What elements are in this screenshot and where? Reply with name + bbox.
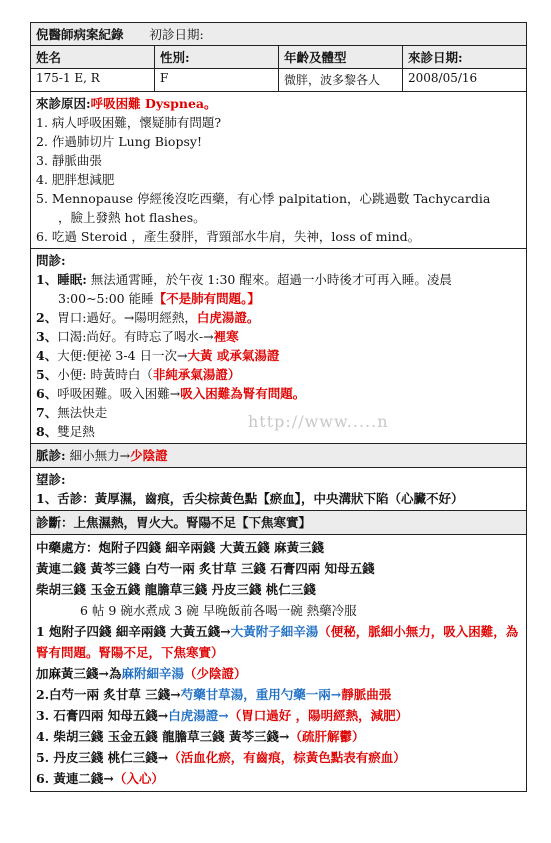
pulse-row: [31, 444, 527, 468]
item-number: 2、: [36, 310, 58, 325]
item-number: 5、: [36, 367, 58, 382]
complaint-item: 4. 肥胖想減肥: [36, 172, 115, 187]
explain-note: （疏肝解鬱）: [289, 729, 365, 744]
patient-header-row: [31, 46, 527, 69]
explain-formula: 大黃附子細辛湯: [230, 624, 319, 639]
col-gender: 性別:: [155, 46, 279, 69]
item-text: 無法快走: [57, 405, 108, 420]
header-row: [31, 23, 527, 46]
inquiry-item-breathing: [36, 384, 521, 403]
item-number: 7、: [36, 405, 58, 420]
item-text: 大便:便祕 3-4 日一次→: [57, 348, 188, 363]
watermark: http://www.....n: [248, 412, 389, 431]
inquiry-label: 問診:: [36, 253, 66, 268]
inspection-cell: [31, 468, 527, 511]
inquiry-item-thirst: [36, 327, 521, 346]
item-red-note: 裡寒: [213, 329, 239, 344]
chief-complaint-cell: [31, 92, 527, 249]
complaint-item: 1. 病人呼吸困難，懷疑肺有問題?: [36, 115, 222, 130]
pulse-red-note: 少陰證: [130, 448, 168, 463]
chief-complaint-row: [31, 92, 527, 249]
item-text: 雙足熱: [57, 424, 95, 439]
item-number: 8、: [36, 424, 58, 439]
prescription-line: 中藥處方：炮附子四錢 細辛兩錢 大黃五錢 麻黃三錢: [36, 540, 325, 555]
inquiry-item-stool: [36, 346, 521, 365]
pulse-text: 細小無力→: [65, 448, 131, 463]
item-text: 口渴:尚好。有時忘了喝水-→: [57, 329, 214, 344]
explain-item: [36, 705, 521, 726]
explain-note: 靜脈曲張: [341, 687, 392, 702]
patient-value-row: [31, 69, 527, 92]
item-title: 睡眠:: [57, 272, 87, 287]
explain-herbs: 3. 石膏四兩 知母五錢→: [36, 708, 169, 723]
explain-item: [36, 621, 521, 663]
complaint-item: 5. Mennopause 停經後沒吃西藥，有心悸 palpitation，心跳過數 Tachycardia: [36, 191, 491, 206]
explain-herbs: 1 炮附子四錢 細辛兩錢 大黃五錢→: [36, 624, 231, 639]
medical-record-sheet: [30, 22, 526, 792]
explain-note: （入心）: [113, 771, 164, 786]
explain-item: [36, 747, 521, 768]
inquiry-item-sleep-cont: [36, 289, 521, 308]
explain-note: （少陰證）: [184, 666, 247, 681]
chief-complaint-highlight: 呼吸困難 Dyspnea。: [90, 96, 217, 111]
item-text: 3:00~5:00 能睡: [58, 291, 154, 306]
inspection-row: [31, 468, 527, 511]
record-title: 倪醫師病案紀錄: [36, 27, 124, 42]
patient-gender: F: [155, 69, 279, 92]
prescription-cell: [31, 535, 527, 792]
explain-herbs: 5. 丹皮三錢 桃仁三錢→: [36, 750, 169, 765]
complaint-item: 2. 作過肺切片 Lung Biopsy!: [36, 134, 202, 149]
header-cell: [31, 23, 527, 46]
prescription-line: 柴胡三錢 玉金五錢 龍膽草三錢 丹皮三錢 桃仁三錢: [36, 582, 316, 597]
explain-note: （活血化瘀，有齒痕，棕黃色點表有瘀血）: [168, 750, 406, 765]
col-date: 來診日期:: [403, 46, 527, 69]
col-age: 年齡及體型: [279, 46, 403, 69]
explain-item: [36, 726, 521, 747]
item-text: 無法通霄睡，於午夜 1:30 醒來。超過一小時後才可再入睡。凌晨: [86, 272, 452, 287]
prescription-dose: 6 帖 9 碗水煮成 3 碗 早晚飯前各喝一碗 熱藥冷服: [80, 603, 357, 618]
first-visit-label: 初診日期:: [149, 27, 204, 42]
prescription-line: 黃連二錢 黃芩三錢 白芍一兩 炙甘草 三錢 石膏四兩 知母五錢: [36, 561, 375, 576]
explain-item: [36, 768, 521, 789]
prescription-row: [31, 535, 527, 792]
explain-formula: 麻附細辛湯: [121, 666, 184, 681]
item-red-note: 吸入困難為腎有問題。: [180, 386, 306, 401]
item-red-note: 【不是肺有問題。】: [153, 291, 260, 306]
explain-item: [36, 684, 521, 705]
pulse-cell: [31, 444, 527, 468]
item-text: 呼吸困難。吸入困難→: [57, 386, 181, 401]
explain-formula: 白虎湯證→: [168, 708, 229, 723]
item-red-note: 非純承氣湯證）: [152, 367, 241, 382]
col-name: 姓名: [31, 46, 155, 69]
inquiry-item-sleep: [36, 270, 521, 289]
pulse-label: 脈診:: [36, 448, 66, 463]
inquiry-item-urine: [36, 365, 521, 384]
explain-note: （便秘，脈細小無力，吸入困難，為腎有問題。腎陽不足，下焦寒實）: [36, 624, 519, 660]
item-number: 6、: [36, 386, 58, 401]
item-text: 胃口:過好。→陽明經熱，: [57, 310, 197, 325]
tongue-diagnosis: 1、舌診：黃厚濕，齒痕，舌尖棕黃色點【瘀血】，中央溝狀下陷（心臟不好）: [36, 491, 464, 506]
explain-herbs: 加麻黃三錢→為: [36, 666, 122, 681]
explain-note: （胃口過好 ，陽明經熱，減肥）: [228, 708, 409, 723]
explain-herbs: 2.白芍一兩 炙甘草 三錢→: [36, 687, 181, 702]
complaint-item: 6. 吃過 Steroid ，產生發胖，背頸部水牛肩，失神，loss of mind。: [36, 229, 421, 244]
patient-age: 微胖，波多黎各人: [279, 69, 403, 92]
explain-formula: 芍藥甘草湯，重用勺藥一兩→: [180, 687, 342, 702]
record-table: [30, 22, 527, 792]
diagnosis-cell: 診斷：上焦濕熱，胃火大。腎陽不足【下焦寒實】: [31, 511, 527, 535]
inspection-label: 望診:: [36, 472, 66, 487]
complaint-item-cont: ，臉上發熱 hot flashes。: [58, 210, 206, 225]
explain-herbs: 6. 黃連二錢→: [36, 771, 114, 786]
diagnosis-row: [31, 511, 527, 535]
inquiry-item-appetite: [36, 308, 521, 327]
complaint-item: 3. 靜脈曲張: [36, 153, 102, 168]
patient-name: 175-1 E, R: [31, 69, 155, 92]
item-number: 1、: [36, 272, 58, 287]
item-red-note: 白虎湯證。: [196, 310, 260, 325]
item-number: 4、: [36, 348, 58, 363]
patient-visit-date: 2008/05/16: [403, 69, 527, 92]
item-red-note: 大黃 或承氣湯證: [187, 348, 280, 363]
explain-herbs: 4. 柴胡三錢 玉金五錢 龍膽草三錢 黃芩三錢→: [36, 729, 290, 744]
explain-item: [36, 663, 521, 684]
chief-complaint-label: 來診原因:: [36, 96, 91, 111]
item-text: 小便: 時黃時白（: [57, 367, 153, 382]
item-number: 3、: [36, 329, 58, 344]
